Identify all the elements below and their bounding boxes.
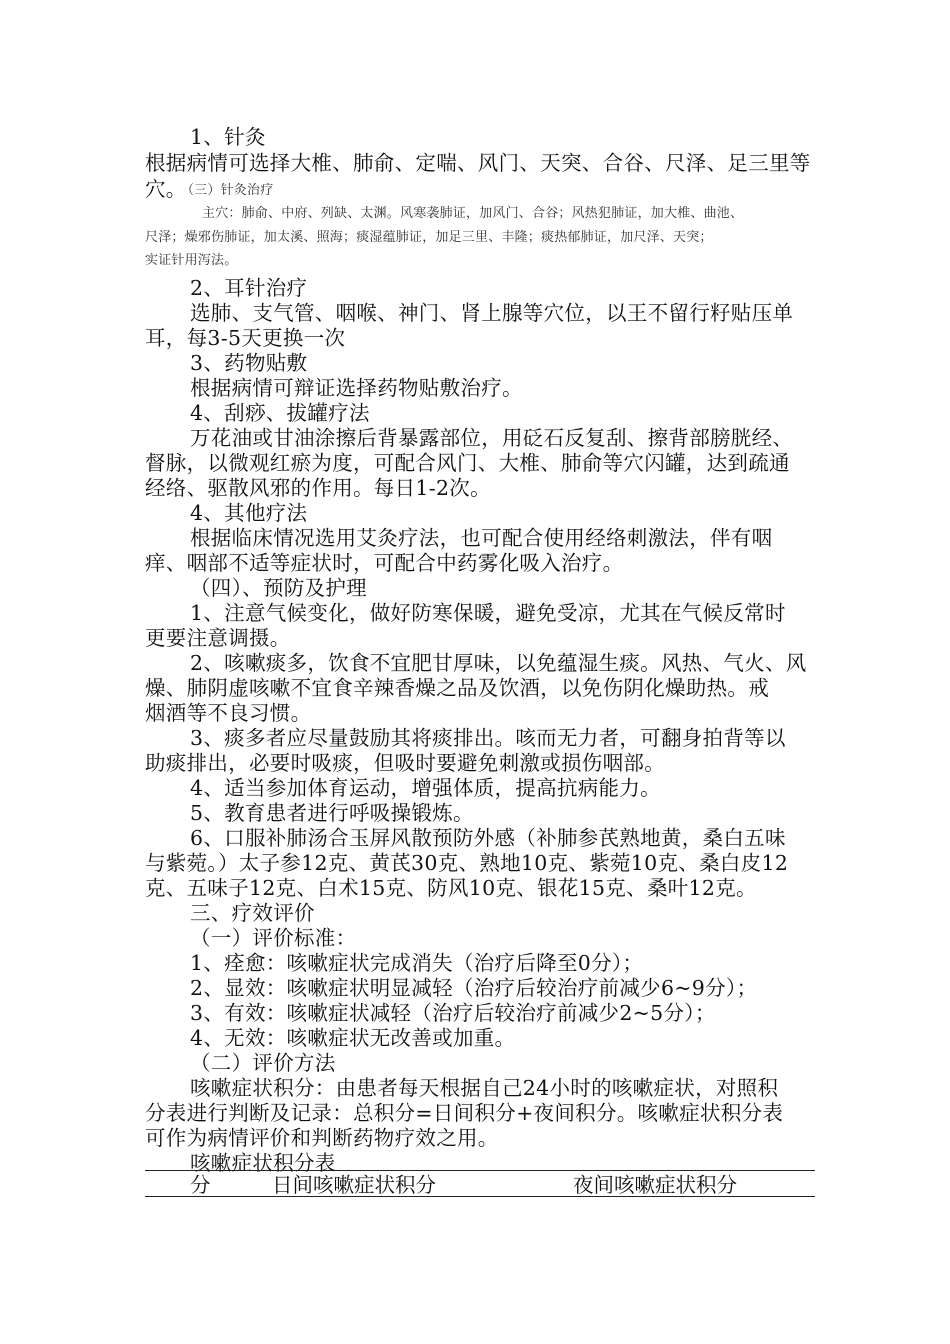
inserted-note-line: 主穴：肺俞、中府、列缺、太渊。风寒袭肺证，加风门、合谷；风热犯肺证，加大椎、曲池、 (202, 206, 744, 221)
paragraph-line: 咳嗽症状积分：由患者每天根据自己24小时的咳嗽症状，对照积 (190, 1076, 779, 1100)
paragraph-line: 耳，每3-5天更换一次 (145, 326, 346, 350)
paragraph-line: 经络、驱散风邪的作用。每日1-2次。 (145, 476, 491, 500)
table-header-score: 分 (190, 1173, 211, 1197)
heading-herbal-patch: 3、药物贴敷 (190, 351, 308, 375)
paragraph-line: 2、咳嗽痰多，饮食不宜肥甘厚味，以免蕴湿生痰。风热、气火、风 (190, 651, 807, 675)
table-caption: 咳嗽症状积分表 (190, 1151, 336, 1175)
criteria-item: 2、显效：咳嗽症状明显减轻（治疗后较治疗前减少6~9分）； (190, 976, 758, 1000)
paragraph-line: 督脉，以微观红瘀为度，可配合风门、大椎、肺俞等穴闪罐，达到疏通 (145, 451, 790, 475)
heading-other-therapies: 4、其他疗法 (190, 501, 308, 525)
paragraph-line: 烟酒等不良习惯。 (145, 701, 312, 725)
paragraph-line: 3、痰多者应尽量鼓励其将痰排出。咳而无力者，可翻身拍背等以 (190, 726, 786, 750)
inserted-heading-acupuncture-treatment: （三）针灸治疗 (181, 183, 274, 198)
paragraph-line: 选肺、支气管、咽喉、神门、肾上腺等穴位，以王不留行籽贴压单 (190, 301, 794, 325)
heading-prevention-care: （四）、预防及护理 (190, 576, 367, 600)
paragraph-line: 燥、肺阴虚咳嗽不宜食辛辣香燥之品及饮酒，以免伤阴化燥助热。戒 (145, 676, 769, 700)
paragraph-line: 万花油或甘油涂擦后背暴露部位，用砭石反复刮、擦背部膀胱经、 (190, 426, 794, 450)
inserted-note-line: 实证针用泻法。 (145, 253, 238, 268)
criteria-item: 3、有效：咳嗽症状减轻（治疗后较治疗前减少2~5分）； (190, 1001, 716, 1025)
paragraph-line: 克、五味子12克、白术15克、防风10克、银花15克、桑叶12克。 (145, 876, 757, 900)
paragraph-line: 痒、咽部不适等症状时，可配合中药雾化吸入治疗。 (145, 551, 624, 575)
paragraph-line: 6、口服补肺汤合玉屏风散预防外感（补肺参芪熟地黄，桑白五味 (190, 826, 786, 850)
table-header-daytime: 日间咳嗽症状积分 (272, 1173, 436, 1197)
heading-evaluation-method: （二）评价方法 (190, 1051, 336, 1075)
inserted-note-line: 尺泽；燥邪伤肺证，加太溪、照海；痰湿蕴肺证，加足三里、丰隆；痰热郁肺证，加尺泽、天突； (145, 230, 713, 245)
paragraph-line: 5、教育患者进行呼吸操锻炼。 (190, 801, 474, 825)
heading-efficacy-evaluation: 三、疗效评价 (190, 901, 315, 925)
heading-scraping-cupping: 4、刮痧、拔罐疗法 (190, 401, 370, 425)
paragraph-line: 4、适当参加体育运动，增强体质，提高抗病能力。 (190, 776, 661, 800)
criteria-item: 1、痊愈：咳嗽症状完成消失（治疗后降至0分）； (190, 951, 644, 975)
paragraph-line: 分表进行判断及记录：总积分=日间积分+夜间积分。咳嗽症状积分表 (145, 1101, 784, 1125)
table-top-rule (145, 1170, 815, 1171)
criteria-item: 4、无效：咳嗽症状无改善或加重。 (190, 1026, 516, 1050)
heading-ear-acupuncture: 2、耳针治疗 (190, 276, 308, 300)
paragraph-line: 根据病情可选择大椎、肺俞、定喘、风门、天突、合谷、尺泽、足三里等 (145, 151, 811, 175)
table-header-nighttime: 夜间咳嗽症状积分 (573, 1173, 737, 1197)
paragraph-line: 更要注意调摄。 (145, 626, 291, 650)
paragraph-line: 穴。 (145, 177, 187, 201)
heading-evaluation-criteria: （一）评价标准： (190, 926, 357, 950)
heading-acupuncture: 1、针灸 (190, 125, 266, 149)
paragraph-line: 根据病情可辩证选择药物贴敷治疗。 (190, 376, 523, 400)
paragraph-line: 根据临床情况选用艾灸疗法，也可配合使用经络刺激法，伴有咽 (190, 526, 773, 550)
paragraph-line: 可作为病情评价和判断药物疗效之用。 (145, 1126, 499, 1150)
paragraph-line: 与紫菀。）太子参12克、黄芪30克、熟地10克、紫菀10克、桑白皮12 (145, 851, 789, 875)
paragraph-line: 助痰排出，必要时吸痰，但吸时要避免刺激或损伤咽部。 (145, 751, 665, 775)
paragraph-line: 1、注意气候变化，做好防寒保暖，避免受凉，尤其在气候反常时 (190, 601, 786, 625)
table-header-rule (145, 1196, 815, 1197)
